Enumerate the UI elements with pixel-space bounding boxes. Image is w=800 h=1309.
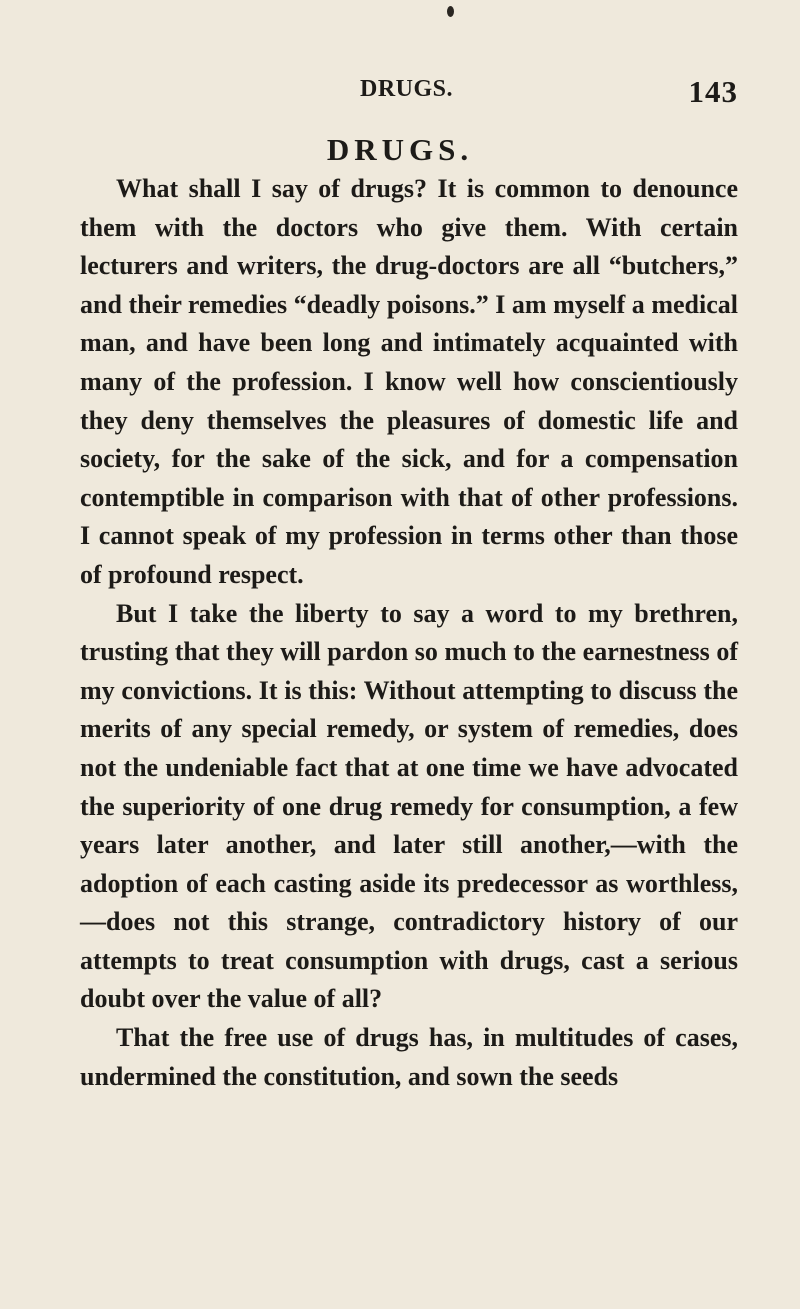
chapter-title: DRUGS. bbox=[326, 132, 474, 167]
running-title: DRUGS. bbox=[360, 76, 454, 102]
page-number: 143 bbox=[688, 74, 738, 109]
running-head bbox=[80, 74, 738, 114]
ink-blot bbox=[447, 6, 454, 17]
paragraph-3: That the free use of drugs has, in multitudes of cases, undermined the constitution, and sown the seeds bbox=[80, 1023, 738, 1091]
paragraph-1: What shall I say of drugs? It is common to denounce them with the doctors who give them. With certain lecturers and writers, the drug-doctors are all “butchers,” and their remedies “deadly poisons.” I am myself a medical man, and have been long and intimately acquainted with many of the profession. I know well how conscientiously they deny themselves the pleasures of domestic life and society, for the sake of the sick, and for a compensation contemptible in comparison with that of other professions. I cannot speak of my profession in terms other than those of profound respect. bbox=[80, 174, 738, 589]
paragraph-2: But I take the liberty to say a word to my brethren, trusting that they will pardon so much to the earnestness of my convictions. It is this: Without attempting to discuss the merits of any special remedy, or system of remedies, does not the undeniable fact that at one time we have advocated the superiority of one drug remedy for consumption, a few years later another, and later still another,—with the adoption of each casting aside its predecessor as worthless,—does not this strange, contradictory history of our attempts to treat consumption with drugs, cast a serious doubt over the value of all? bbox=[80, 598, 738, 1014]
body-text bbox=[80, 170, 738, 1096]
